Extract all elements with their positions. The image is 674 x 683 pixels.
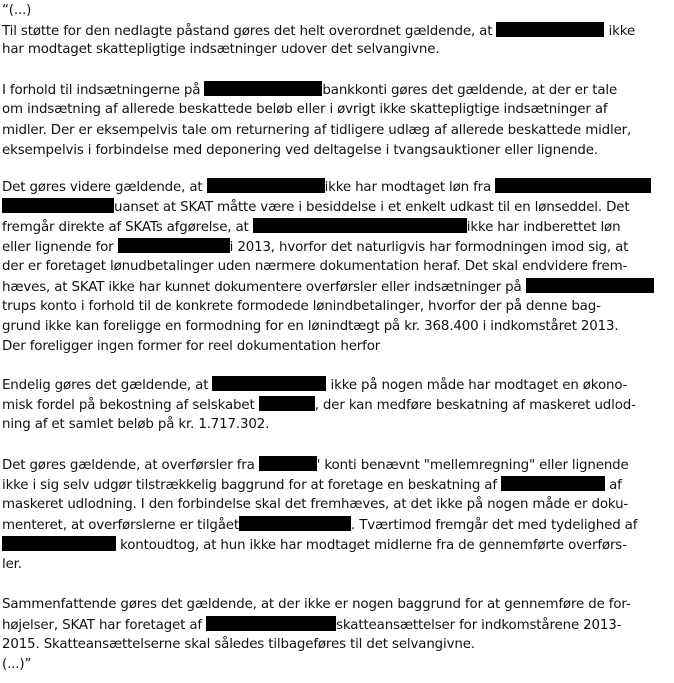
text: uanset at SKAT måtte være i besiddelse i et enkelt udkast til en lønseddel. Det — [114, 200, 630, 215]
text: Det gøres gældende, at overførsler fra — [2, 458, 255, 473]
paragraph-4-line-1 — [2, 376, 627, 394]
text: eller lignende for — [2, 240, 114, 255]
text: eksempelvis i forbindelse med deponering ved deltagelse i tvangsauktioner eller lignende. — [2, 143, 598, 158]
paragraph-2-line-1 — [2, 81, 617, 99]
paragraph-3-line-3 — [2, 218, 620, 236]
paragraph-2-line-3 — [2, 122, 631, 140]
text: kontoudtog, at hun ikke har modtaget midlerne fra de gennemførte overførs- — [120, 538, 627, 553]
redaction-bar — [206, 616, 336, 631]
redaction-bar — [259, 456, 317, 471]
redaction-bar — [207, 178, 325, 193]
text: midler. Der er eksempelvis tale om returnering af tidligere udlæg af allerede beskattede midler, — [2, 123, 632, 138]
text: ler. — [2, 557, 22, 572]
text: der er foretaget lønudbetalinger uden nærmere dokumentation heraf. Det skal endvidere frem- — [2, 259, 628, 274]
paragraph-5-line-2 — [2, 476, 622, 494]
paragraph-3-line-1 — [2, 178, 651, 196]
text: ikke — [608, 24, 635, 39]
text: ikke har modtaget løn fra — [324, 180, 492, 195]
text: om indsætning af allerede beskattede beløb eller i øvrigt ikke skattepligtige indsætninger af — [2, 102, 608, 117]
quote-close-ellipsis — [2, 656, 31, 674]
paragraph-3-line-4 — [2, 238, 628, 256]
paragraph-5-line-3 — [2, 496, 628, 514]
paragraph-5-line-6 — [2, 556, 22, 574]
text: Der foreligger ingen former for reel dokumentation herfor — [2, 339, 381, 354]
paragraph-6-line-1 — [2, 596, 631, 614]
text: Sammenfattende gøres det gældende, at der ikke er nogen baggrund for at gennemføre de for- — [2, 597, 631, 612]
redaction-bar — [495, 178, 651, 193]
text: ikke har indberettet løn — [466, 220, 621, 235]
paragraph-4-line-3 — [2, 416, 269, 434]
paragraph-5-line-4 — [2, 516, 637, 534]
redaction-bar — [496, 22, 604, 37]
redaction-bar — [259, 396, 315, 411]
paragraph-5-line-5 — [2, 536, 627, 554]
text: af — [609, 478, 622, 493]
redaction-bar — [212, 376, 326, 391]
redaction-bar — [239, 516, 351, 531]
paragraph-3-line-5 — [2, 258, 627, 276]
text: Det gøres videre gældende, at — [2, 180, 203, 195]
text: hæves, at SKAT ikke har kunnet dokumentere overførsler eller indsætninger på — [2, 280, 522, 295]
redaction-bar — [501, 476, 605, 491]
paragraph-1-line-2 — [2, 41, 439, 59]
redaction-bar — [253, 218, 467, 233]
redaction-bar — [526, 278, 654, 293]
text: 2015. Skatteansættelserne skal således tilbageføres til det selvangivne. — [2, 637, 475, 652]
redaction-bar — [2, 198, 114, 213]
text: I forhold til indsætningerne på — [2, 83, 201, 98]
text: fremgår direkte af SKATs afgørelse, at — [2, 220, 249, 235]
paragraph-2-line-4 — [2, 142, 598, 160]
paragraph-3-line-9 — [2, 338, 380, 356]
text: skatteansættelser for indkomstårene 2013- — [336, 618, 622, 633]
text: grund ikke kan foreligge en formodning for en lønindtægt på kr. 368.400 i indkomståret 2013. — [2, 319, 619, 334]
text: ikke på nogen måde har modtaget en økono- — [330, 378, 628, 393]
paragraph-5-line-1 — [2, 456, 629, 474]
quote-open-ellipsis — [2, 2, 31, 20]
redaction-bar — [204, 81, 322, 96]
text: ikke i sig selv udgør tilstrækkelig baggrund for at foretage en beskatning af — [2, 478, 497, 493]
paragraph-6-line-2 — [2, 616, 621, 634]
paragraph-3-line-2 — [2, 198, 629, 216]
redaction-bar — [2, 536, 116, 551]
text: (...)” — [2, 657, 32, 672]
text: misk fordel på bekostning af selskabet — [2, 398, 255, 413]
text: har modtaget skattepligtige indsætninger udover det selvangivne. — [2, 42, 440, 57]
paragraph-3-line-7 — [2, 298, 601, 316]
redaction-bar — [118, 238, 230, 253]
text: i 2013, hvorfor det naturligvis har formodningen imod sig, at — [229, 240, 629, 255]
text: Endelig gøres det gældende, at — [2, 378, 209, 393]
text: menteret, at overførslerne er tilgået — [2, 518, 239, 533]
paragraph-2-line-2 — [2, 101, 607, 119]
text: bankkonti gøres det gældende, at der er tale — [322, 83, 618, 98]
text: ' konti benævnt "mellemregning" eller lignende — [316, 458, 629, 473]
paragraph-3-line-8 — [2, 318, 619, 336]
text: højelser, SKAT har foretaget af — [2, 618, 202, 633]
text: “(...) — [2, 3, 32, 18]
text: trups konto i forhold til de konkrete formodede lønindbetalinger, hvorfor der på denne bag- — [2, 299, 601, 314]
paragraph-6-line-3 — [2, 636, 475, 654]
paragraph-1-line-1 — [2, 22, 635, 40]
paragraph-3-line-6 — [2, 278, 654, 296]
paragraph-4-line-2 — [2, 396, 636, 414]
text: Til støtte for den nedlagte påstand gøres det helt overordnet gældende, at — [2, 24, 493, 39]
text: maskeret udlodning. I den forbindelse skal det fremhæves, at det ikke på nogen måde er doku- — [2, 497, 629, 512]
text: . Tværtimod fremgår det med tydelighed af — [350, 518, 638, 533]
text: ning af et samlet beløb på kr. 1.717.302. — [2, 417, 270, 432]
text: , der kan medføre beskatning af maskeret udlod- — [314, 398, 636, 413]
